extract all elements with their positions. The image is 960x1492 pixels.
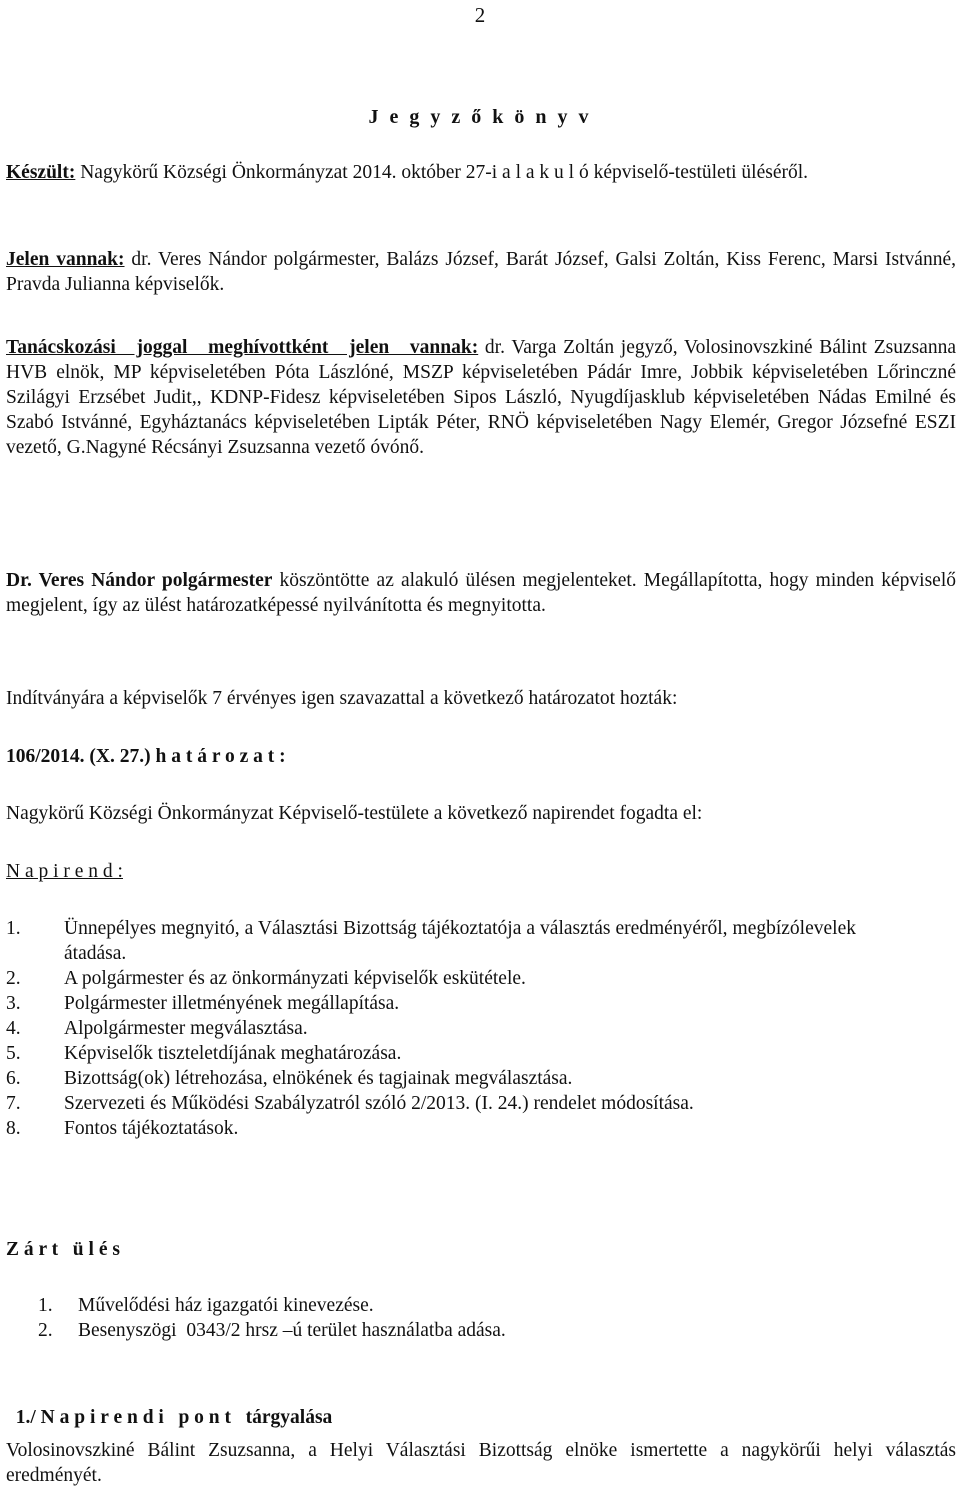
napirend-heading: N a p i r e n d : — [6, 861, 123, 882]
list-item — [6, 1091, 856, 1116]
tanacskozasi-label: Tanácskozási joggal meghívottként jelen vannak: — [6, 337, 479, 358]
jelen-label: Jelen vannak: — [6, 249, 125, 270]
list-item-text: Alpolgármester megválasztása. — [64, 1018, 308, 1039]
list-item — [6, 916, 856, 966]
list-item-text: Bizottság(ok) létrehozása, elnökének és tagjainak megválasztása. — [64, 1068, 573, 1089]
list-item — [38, 1293, 838, 1318]
list-item-number: 4. — [6, 1018, 21, 1039]
list-item — [6, 1016, 856, 1041]
list-item-text: Polgármester illetményének megállapítása. — [64, 993, 400, 1014]
list-item-number: 6. — [6, 1068, 21, 1089]
pont-prefix: 1./ N a p i r e n d i p o n t — [15, 1407, 232, 1428]
list-item-text: Szervezeti és Működési Szabályzatról szóló 2/2013. (I. 24.) rendelet módosítása. — [64, 1093, 694, 1114]
list-item — [6, 1041, 856, 1066]
final-paragraph: Volosinovszkiné Bálint Zsuzsanna, a Helyi Választási Bizottság elnöke ismertette a nagykörűi helyi választás eredményét. — [6, 1440, 956, 1486]
koszonto-paragraph — [6, 568, 956, 618]
list-item-number: 1. — [38, 1295, 53, 1316]
inditvany-paragraph: Indítványára a képviselők 7 érvényes igen szavazattal a következő határozatot hozták: — [6, 688, 678, 709]
keszult-paragraph — [6, 160, 956, 185]
list-item-number: 8. — [6, 1118, 21, 1139]
zart-list — [38, 1293, 838, 1343]
keszult-label: Készült: — [6, 162, 76, 183]
page-number: 2 — [474, 3, 486, 27]
list-item-text: Művelődési ház igazgatói kinevezése. — [78, 1295, 374, 1316]
list-item-number: 1. — [6, 918, 21, 939]
pont-suffix: tárgyalása — [245, 1407, 333, 1428]
koszonto-name: Dr. Veres Nándor polgármester — [6, 570, 273, 591]
list-item — [38, 1318, 838, 1343]
jelen-text: dr. Veres Nándor polgármester, Balázs József, Barát József, Galsi Zoltán, Kiss Ferenc, Marsi Istvánné, Pravda Julianna képviselők. — [6, 249, 956, 295]
list-item-number: 5. — [6, 1043, 21, 1064]
tanacskozasi-paragraph — [6, 335, 956, 460]
list-item-number: 2. — [6, 968, 21, 989]
list-item-text: Ünnepélyes megnyitó, a Választási Bizottság tájékoztatója a választás eredményéről, megbízólevelek átadása. — [64, 918, 856, 964]
napirendi-pont-heading — [6, 1380, 956, 1430]
jelen-paragraph — [6, 247, 956, 297]
hatarozat-word: h a t á r o z a t : — [155, 746, 286, 767]
hatarozat-heading — [6, 744, 956, 769]
napirend-intro: Nagykörű Községi Önkormányzat Képviselő-testülete a következő napirendet fogadta el: — [6, 803, 703, 824]
napirend-list — [6, 916, 856, 1141]
list-item — [6, 1116, 856, 1141]
list-item-number: 2. — [38, 1320, 53, 1341]
zart-heading: Z á r t ü l é s — [6, 1239, 120, 1260]
list-item-text: A polgármester és az önkormányzati képviselők eskütétele. — [64, 968, 526, 989]
list-item-text: Képviselők tiszteletdíjának meghatározása. — [64, 1043, 402, 1064]
koszonto-text: köszöntötte az alakuló ülésen megjelenteket. Megállapította, hogy minden képviselő megjelent, így az ülést határozatképessé nyilvánította és megnyitotta. — [6, 570, 957, 616]
list-item — [6, 1066, 856, 1091]
list-item-text: Fontos tájékoztatások. — [64, 1118, 239, 1139]
list-item — [6, 966, 856, 991]
tanacskozasi-text: dr. Varga Zoltán jegyző, Volosinovszkiné Bálint Zsuzsanna HVB elnök, MP képviseletében Póta Lászlóné, MSZP képviseletében Pádár Imre, Jobbik képviseletében Lőrinczné Szilágyi Erzsébet Judit,, KDNP-Fidesz képviseletében Sipos László, Nyugdíjasklub képviseletében Nádas Emilné és Szabó Istvánné, Egyháztanács képviseletében Lipták Péter, RNÖ képviseletében Nagy Elemér, Gregor Józsefné ESZI vezető, G.Nagyné Récsányi Zsuzsanna vezető óvónő. — [6, 337, 956, 458]
list-item-text: Besenyszögi 0343/2 hrsz –ú terület használatba adása. — [78, 1320, 506, 1341]
list-item — [6, 991, 856, 1016]
list-item-number: 7. — [6, 1093, 21, 1114]
document-title: J e g y z ő k ö n y v — [368, 106, 592, 128]
hatarozat-number: 106/2014. (X. 27.) — [6, 746, 156, 767]
keszult-text: Nagykörű Községi Önkormányzat 2014. október 27-i a l a k u l ó képviselő-testületi üléséről. — [75, 162, 809, 183]
list-item-number: 3. — [6, 993, 21, 1014]
